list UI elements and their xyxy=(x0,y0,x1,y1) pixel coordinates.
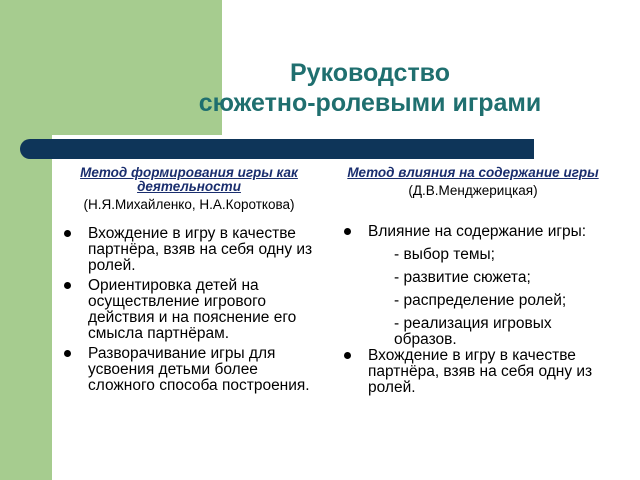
bullet-icon xyxy=(64,282,71,289)
sub-item: - распределение ролей; xyxy=(394,292,567,309)
list-item xyxy=(58,278,320,342)
list-item-text: Разворачивание игры для усвоения детьми более сложного способа построения. xyxy=(88,345,310,394)
right-column-author: (Д.В.Менджерицкая) xyxy=(408,183,538,198)
list-item-text: Вхождение в игру в качестве партнёра, взяв на себя одну из ролей. xyxy=(368,347,593,396)
bullet-icon xyxy=(64,230,71,237)
left-column xyxy=(58,166,320,398)
list-item xyxy=(338,348,608,396)
list-item xyxy=(58,226,320,274)
bullet-icon xyxy=(64,350,71,357)
right-bullet-list xyxy=(338,224,608,240)
list-item-text: Ориентировка детей на осуществление игрового действия и на пояснение его смысла партнёрам. xyxy=(88,277,297,342)
sub-item: - развитие сюжета; xyxy=(394,269,531,286)
right-column xyxy=(338,166,608,396)
bullet-icon xyxy=(344,352,351,359)
right-column-heading: Метод влияния на содержание игры xyxy=(347,165,599,180)
slide-title xyxy=(140,58,600,118)
list-item-text: Вхождение в игру в качестве партнёра, взяв на себя одну из ролей. xyxy=(88,225,313,274)
list-item xyxy=(338,224,608,240)
list-item xyxy=(58,346,320,394)
left-bullet-list xyxy=(58,226,320,394)
title-line-2: сюжетно-ролевыми играми xyxy=(198,89,542,117)
list-item-text: Влияние на содержание игры: xyxy=(368,223,587,240)
bullet-icon xyxy=(344,228,351,235)
title-divider-bar xyxy=(20,139,534,159)
left-column-authors: (Н.Я.Михайленко, Н.А.Короткова) xyxy=(83,197,295,212)
sub-item: - реализация игровых образов. xyxy=(394,315,552,348)
left-column-heading: Метод формирования игры как деятельности xyxy=(80,165,298,194)
sub-item: - выбор темы; xyxy=(394,246,495,263)
title-line-1: Руководство xyxy=(289,59,450,87)
right-bullet-list-2 xyxy=(338,348,608,396)
